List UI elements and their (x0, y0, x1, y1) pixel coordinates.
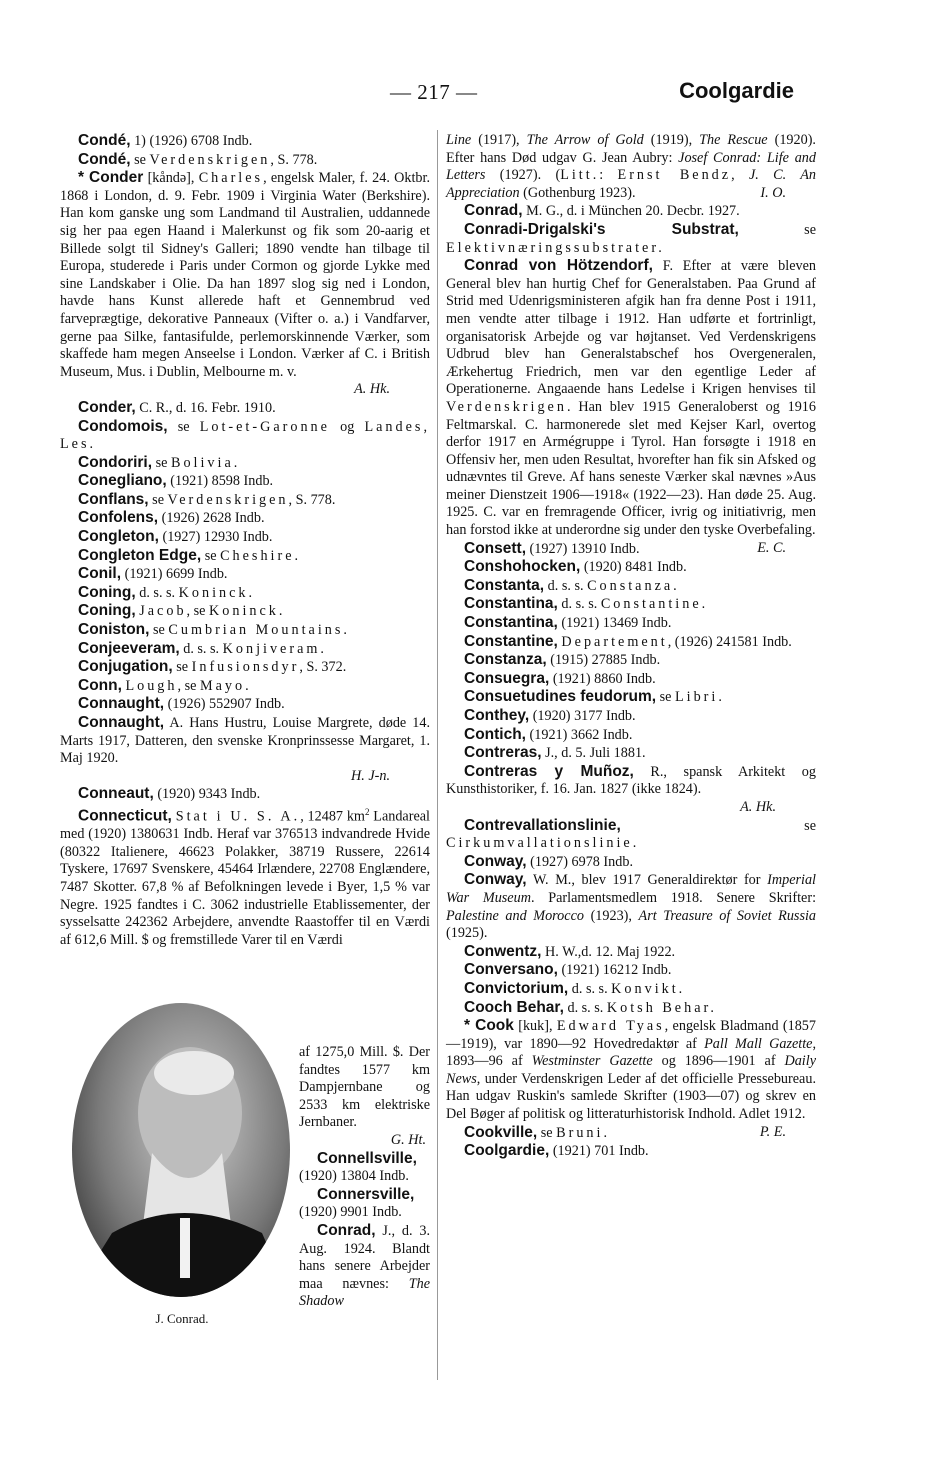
entry: Conversano, (1921) 16212 Indb. (464, 961, 672, 979)
entry: Coniston, se Cumbrian Mountains. (78, 621, 350, 639)
portrait-caption: J. Conrad. (155, 1311, 209, 1326)
entry: Condé, se Verdenskrigen, S. 778. (78, 150, 318, 168)
portrait-figure (72, 1003, 292, 1327)
left-column (60, 132, 430, 949)
entry: Consuetudines feudorum, se Libri. (464, 688, 725, 706)
entry: Cooch Behar, d. s. s. Kotsh Behar. (464, 998, 717, 1016)
entry: Condé, 1) (1926) 6708 Indb. (78, 132, 253, 149)
entry: Consett, (1927) 13910 Indb. (464, 539, 640, 557)
side-text-beside-portrait: af 1275,0 Mill. $. Der fandtes 1577 km Dampjernbane og 2533 km elektriske Jernbaner. G. Ht. Connellsville, (1920) 13804 Indb. Connersville, (1920) 9901 Indb. Conrad, J., d. 3. Aug. 1924. Blandt hans senere Arbejder maa nævnes: The Shadow (299, 1044, 430, 1310)
entry: Conegliano, (1921) 8598 Indb. (78, 472, 274, 490)
entry: Conthey, (1920) 3177 Indb. (464, 707, 636, 724)
portrait-illustration (72, 1003, 290, 1297)
entry: Conn, Lough, se Mayo. (78, 676, 252, 694)
entry: * Conder [kåndə], Charles, engelsk Maler, f. 24. Oktbr. 1868 i London, d. 9. Febr. 1909 i Virginia Water (Berkshire). Han kom ganske ung som Landmand til Australien, uddannede sig her paa egen Haand i Malerkunst og fik som 20-aarig et Billede solgt til Sidney's Galleri; 1890 vendte han tilbage til Europa, studerede i Paris under Cormon og gjorde Lykke med sine Landskaber i Olie. Da han 1897 slog sig ned i London, havde hans Kunst allerede haft et Gennembrud ved farveprægtige, dekorative Panneaux (Vifter o. a.) i Vandfarver, gerne paa Silke, fantasifulde, perlemorskinnende Værker, som skaffede ham megen Anseelse i London. Værker af C. i British Museum, Mus. i Dublin, Melbourne m. v. A. Hk. (60, 169, 430, 398)
running-head: Coolgardie (679, 78, 794, 103)
entry: Contreras y Muñoz, R., spansk Arkitekt og Kunsthistoriker, f. 16. Jan. 1827 (ikke 1824). A. Hk. (446, 762, 816, 815)
entry: Congleton, (1927) 12930 Indb. (78, 528, 273, 546)
entry: Conrad, M. G., d. i München 20. Decbr. 1927. (464, 202, 740, 220)
entry-continuation: Line (1917), The Arrow of Gold (1919), The Rescue (1920). Efter hans Død udgav G. Jean Aubry: Josef Conrad: Life and Letters (1927). (Litt.: Ernst Bendz, J. C. An Appreciation (Gothenburg 1923). I. O. (446, 132, 816, 201)
entry: Conway, W. M., blev 1917 Generaldirektør for Imperial War Museum. Parlamentsmedlem 1918. Senere Skrifter: Palestine and Morocco (1923), Art Treasure of Soviet Russia (1925). (446, 871, 817, 942)
page-number: — 217 — (390, 80, 478, 104)
entry: Consuegra, (1921) 8860 Indb. (464, 669, 656, 687)
entry: Conradi-Drigalski's Substrat, se Elektivnæringssubstrater. (446, 220, 816, 256)
entry: Cookville, se Bruni. (464, 1123, 611, 1141)
entry: Constanta, d. s. s. Constanza. (464, 576, 680, 594)
entry: Contreras, J., d. 5. Juli 1881. (464, 744, 646, 762)
entry: Condoriri, se Bolivia. (78, 453, 241, 471)
entry: Condomois, se Lot-et-Garonne og Landes, Les. (60, 417, 430, 453)
entry: Conshohocken, (1920) 8481 Indb. (464, 558, 687, 576)
entry: Constanza, (1915) 27885 Indb. (464, 651, 661, 669)
entry: Constantine, Departement, (1926) 241581 Indb. (464, 632, 792, 650)
entry: Conrad von Hötzendorf, F. Efter at være bleven General blev han hurtig Chef for Generalstaben. Paa Grund af Strid med Udenrigsministeren afgik han fra denne Post i 1911, men vendte atter tilbage i 1912. Han udførte et fortrinligt, organisatorisk Arbejde og var højtanset. Ved Verdenskrigens Udbrud blev han Generalstabschef hos Overgeneralen, Ærkehertug Friedrich, men var den egentlige Leder af Operationerne. Angaaende hans Ledelse i Krigen henvises til Verdenskrigen. Han blev 1915 Generaloberst og 1916 Feltmarskal. C. harmonerede slet med Kejser Karl, overtog derfor 1917 en Armégruppe i Tyrol. Han forsøgte i 1918 en Offensiv her, men uden Resultat, hvorefter han fik sin Afsked og udnævntes til Greve. Af hans seneste Værker skal nævnes »Aus meiner Dienstzeit 1906—1918« (1922—23). Han døde 25. Aug. 1925. C. var en fremragende Officer, ivrig og initiativrig, men han forstod ikke at underordne sig under den tyske Overbefaling. E. C. (446, 257, 816, 556)
entry: Contrevallationslinie, se Cirkumvallationslinie. (446, 816, 816, 852)
entry: Contich, (1921) 3662 Indb. (464, 725, 633, 743)
portrait-photo (72, 1003, 290, 1297)
entry: Convictorium, d. s. s. Konvikt. (464, 979, 686, 997)
entry: Coning, d. s. s. Koninck. (78, 583, 256, 601)
entry: * Cook [kuk], Edward Tyas, engelsk Bladmand (1857—1919), var 1890—92 Hovedredaktør af Pall Mall Gazette, 1893—96 af Westminster Gazette og 1896—1901 af Daily News, under Verdenskrigen Leder af det officielle Pressebureau. Han udgav Ruskin's samlede Skrifter (1903—07) og skrev en Del Bøger af politisk og litteraturhistorisk Indhold. Adlet 1912. P. E. (446, 1017, 816, 1140)
entry: Congleton Edge, se Cheshire. (78, 546, 302, 564)
entry: Conway, (1927) 6978 Indb. (464, 852, 633, 870)
entry: Conil, (1921) 6699 Indb. (78, 565, 228, 583)
entry: Connecticut, Stat i U. S. A., 12487 $km^2$ Landareal med (1920) 1380631 Indb. Heraf var 376513 indvandrede Hvide (80322 Italienere, 46623 Polakker, 38719 Russere, 22614 Tyskere, 17697 Svenskere, 45464 Irlændere, 22708 Englændere, 7487 Skotter. 67,8 % af Befolkningen levede i Byer, 1,5 % var Negre. 1925 fandtes i C. 3062 industrielle Etablissementer, der sysselsatte 242362 Arbejdere, anvendte Raastoffer til en Værdi af 612,6 Mill. $ og fremstillede Varer til en Værdi (60, 806, 430, 948)
entry: Confolens, (1926) 2628 Indb. (78, 509, 265, 527)
entry: Conwentz, H. W.,d. 12. Maj 1922. (464, 942, 676, 960)
entry: Conjugation, se Infusionsdyr, S. 372. (78, 658, 347, 676)
column-divider (437, 130, 438, 1380)
entry: Conflans, se Verdenskrigen, S. 778. (78, 490, 336, 508)
entry: Conder, C. R., d. 16. Febr. 1910. (78, 398, 276, 416)
entry: Coolgardie, (1921) 701 Indb. (464, 1142, 649, 1160)
entry: Connaught, A. Hans Hustru, Louise Margrete, døde 14. Marts 1917, Datteren, den svenske Kronprinssesse Margaret, 1. Maj 1920. H. J-n. (60, 714, 430, 784)
right-column (446, 132, 816, 1161)
entry: Constantina, d. s. s. Constantine. (464, 595, 709, 613)
entry: Connaught, (1926) 552907 Indb. (78, 695, 285, 713)
entry: Coning, Jacob, se Koninck. (78, 602, 286, 620)
entry: Conjeeveram, d. s. s. Konjiveram. (78, 639, 327, 657)
entry: Conneaut, (1920) 9343 Indb. (78, 785, 261, 803)
entry: Constantina, (1921) 13469 Indb. (464, 614, 672, 632)
